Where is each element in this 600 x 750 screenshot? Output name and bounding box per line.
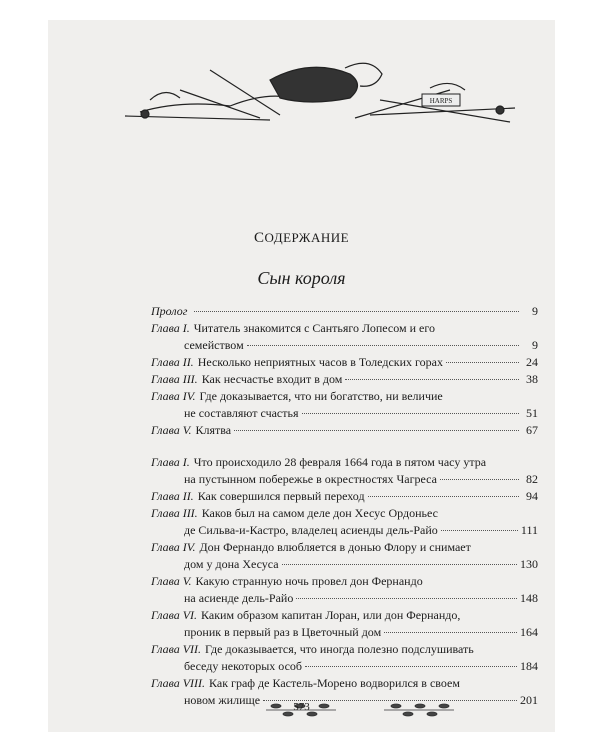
chapter-page-number: 9 [532,338,538,352]
chapter-title: на асиенде дель-Райо [184,591,294,605]
chapter-page-number: 38 [526,372,538,386]
dot-leader [194,311,519,312]
toc-entry [151,320,538,354]
dot-leader [305,666,517,667]
toc-entry-line [151,573,538,590]
dot-leader [446,362,519,363]
chapter-title: Как несчастье входит в дом [201,372,343,386]
chapter-label: Глава IV. [151,540,196,554]
toc-entry-line [151,488,538,505]
toc-entry-line [151,641,538,658]
toc-section-part-one [151,454,538,709]
toc-entry [151,505,538,539]
toc-entry [151,422,538,439]
chapter-page-number: 201 [520,693,538,707]
toc-entry [151,641,538,675]
chapter-label: Глава VI. [151,608,198,622]
chapter-title: Как совершился первый переход [197,489,365,503]
chapter-page-number: 94 [526,489,538,503]
chapter-label: Глава IV. [151,389,196,403]
chapter-title: Как граф де Кастель-Морено водворился в своем [209,676,460,690]
toc-entry [151,371,538,388]
chapter-label: Глава V. [151,423,192,437]
toc-entry-line [151,624,538,641]
toc-entry-line [151,505,538,522]
toc-entry [151,303,538,320]
chapter-title: Что происходило 28 февраля 1664 года в пятом часу утра [193,455,487,469]
chapter-title: не составляют счастья [184,406,299,420]
chapter-page-number: 130 [520,557,538,571]
chapter-page-number: 24 [526,355,538,369]
chapter-title: Какую странную ночь провел дон Фернандо [195,574,423,588]
toc-entry-line [151,590,538,607]
dot-leader [345,379,519,380]
svg-text:HARPS: HARPS [429,97,453,105]
chapter-title: де Сильва-и-Кастро, владелец асиенды дель-Райо [184,523,438,537]
chapter-page-number: 184 [520,659,538,673]
chapter-label: Пролог [151,304,188,318]
part-title: Сын короля [257,268,346,288]
dot-leader [302,413,520,414]
chapter-title: семейством [184,338,244,352]
section-gap [151,439,538,454]
toc-entry [151,539,538,573]
chapter-label: Глава V. [151,574,192,588]
dot-leader [368,496,519,497]
toc-entry [151,607,538,641]
chapter-title: Каков был на самом деле дон Хесус Ордоньес [201,506,438,520]
chapter-page-number: 51 [526,406,538,420]
toc-entry-line [151,405,538,422]
toc-section-prologue [151,303,538,439]
dot-leader [440,479,519,480]
chapter-label: Глава I. [151,321,190,335]
chapter-title: дом у дона Хесуса [184,557,279,571]
chapter-page-number: 82 [526,472,538,486]
toc-entry-line [151,522,538,539]
dot-leader [282,564,517,565]
toc-entry-line [151,337,538,354]
dot-leader [247,345,519,346]
chapter-title: Несколько неприятных часов в Толедских горах [197,355,443,369]
chapter-title: беседу некоторых особ [184,659,303,673]
chapter-label: Глава III. [151,506,198,520]
toc-entry-line [151,320,538,337]
chapter-label: Глава VII. [151,642,202,656]
chapter-label: Глава I. [151,455,190,469]
dot-leader [296,598,517,599]
toc-entry-line [151,388,538,405]
page-number: 573 [293,701,310,713]
chapter-title: проник в первый раз в Цветочный дом [184,625,382,639]
toc-entry-line [151,675,538,692]
chapter-page-number: 148 [520,591,538,605]
chapter-title: Читатель знакомится с Сантьяго Лопесом и его [193,321,435,335]
toc-entry-line [151,556,538,573]
chapter-page-number: 164 [520,625,538,639]
toc-entry-line [151,454,538,471]
chapter-page-number: 67 [526,423,538,437]
chapter-title: Где доказывается, что ни богатство, ни величие [199,389,443,403]
chapter-label: Глава III. [151,372,198,386]
dot-leader [384,632,517,633]
dot-leader [441,530,518,531]
toc-entry [151,388,538,422]
toc-entry-line [151,422,538,439]
chapter-title: Где доказывается, что иногда полезно подслушивать [205,642,474,656]
toc-entry [151,573,538,607]
armour-trophy-ornament [120,60,518,128]
toc-entry [151,354,538,371]
toc-entry-line [151,303,538,320]
toc-entry-line [151,658,538,675]
toc-entry [151,488,538,505]
chapter-title: Каким образом капитан Лоран, или дон Фернандо, [201,608,461,622]
chapter-page-number: 111 [520,523,538,537]
toc-entry-line [151,471,538,488]
toc-entry [151,454,538,488]
contents-heading: СОДЕРЖАНИЕ [253,230,350,246]
toc-entry-line [151,354,538,371]
chapter-title: Клятва [195,423,232,437]
toc-entry-line [151,371,538,388]
chapter-label: Глава II. [151,489,194,503]
chapter-label: Глава VIII. [151,676,206,690]
dot-leader [234,430,519,431]
chapter-title: на пустынном побережье в окрестностях Чагреса [184,472,437,486]
toc-entry-line [151,607,538,624]
chapter-title: новом жилище [184,693,261,707]
table-of-contents [151,303,538,709]
chapter-page-number: 9 [532,304,538,318]
chapter-label: Глава II. [151,355,194,369]
chapter-title: Дон Фернандо влюбляется в донью Флору и снимает [199,540,471,554]
toc-entry-line [151,539,538,556]
book-page [48,20,555,732]
